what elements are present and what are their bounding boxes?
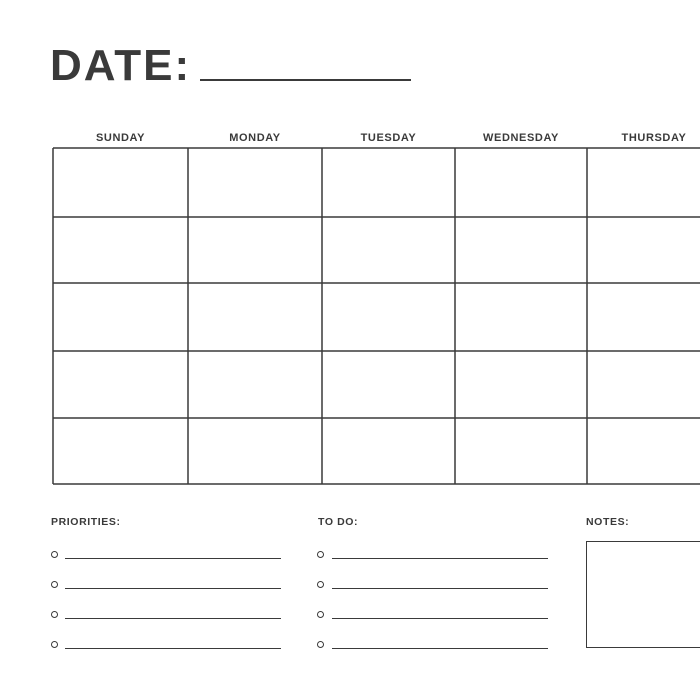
priority-line[interactable] [65, 648, 281, 649]
priorities-label: PRIORITIES: [51, 516, 121, 528]
todo-line[interactable] [332, 588, 548, 589]
day-header-tuesday: TUESDAY [360, 132, 417, 144]
notes-box[interactable] [586, 541, 700, 648]
day-header-thursday: THURSDAY [621, 132, 687, 144]
priority-bullet-icon [51, 641, 58, 648]
priority-line[interactable] [65, 558, 281, 559]
todo-bullet-icon [317, 641, 324, 648]
todo-label: TO DO: [318, 516, 359, 528]
priority-bullet-icon [51, 551, 58, 558]
priority-line[interactable] [65, 618, 281, 619]
day-header-sunday: SUNDAY [95, 132, 146, 144]
todo-bullet-icon [317, 611, 324, 618]
todo-bullet-icon [317, 581, 324, 588]
priority-line[interactable] [65, 588, 281, 589]
date-title: DATE: [50, 41, 192, 90]
todo-bullet-icon [317, 551, 324, 558]
notes-label: NOTES: [586, 516, 630, 528]
todo-line[interactable] [332, 648, 548, 649]
priority-bullet-icon [51, 611, 58, 618]
todo-line[interactable] [332, 558, 548, 559]
day-header-monday: MONDAY [229, 132, 281, 144]
priority-bullet-icon [51, 581, 58, 588]
todo-line[interactable] [332, 618, 548, 619]
day-header-wednesday: WEDNESDAY [483, 132, 559, 144]
